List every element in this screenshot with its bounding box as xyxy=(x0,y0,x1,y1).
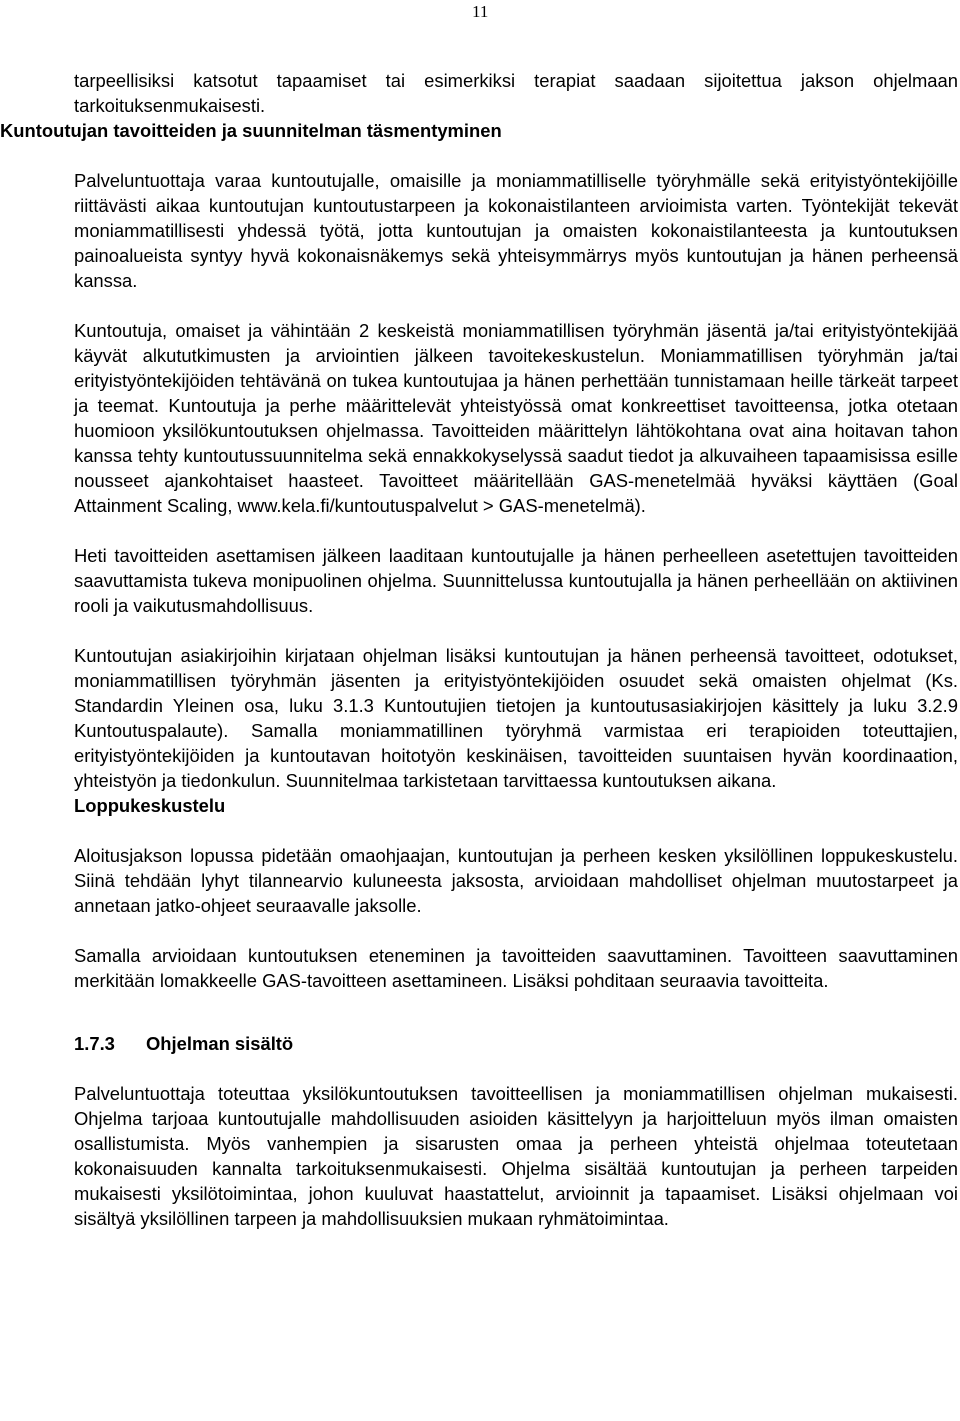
paragraph-section: Palveluntuottaja toteuttaa yksilökuntoutuksen tavoitteellisen ja moniammatillisen ohjelman mukaisesti. Ohjelma tarjoaa kuntoutujalle mahdollisuuden asioiden käsittelyyn ja harjoitteluun myös ilman omaisten osallistumista. Myös vanhempien ja sisarusten omaa ja perheen yhteistä ohjelmaa toteutetaan kokonaisuuden kannalta tarkoituksenmukaisesti. Ohjelma sisältää kuntoutujan ja perheen tarpeiden mukaisesti yksilötoimintaa, johon kuuluvat haastattelut, arvioinnit ja tapaamiset. Lisäksi ohjelmaan voi sisältyä yksilöllinen tarpeen ja mahdollisuuksien mukaan ryhmätoimintaa. xyxy=(74,1083,958,1229)
section-number: 1.7.3 xyxy=(74,1033,115,1054)
heading-goals: Kuntoutujan tavoitteiden ja suunnitelman täsmentyminen xyxy=(0,120,502,141)
section-heading xyxy=(74,1031,958,1056)
page-number: 11 xyxy=(472,2,489,21)
paragraph-goals-4: Kuntoutujan asiakirjoihin kirjataan ohjelman lisäksi kuntoutujan ja hänen perheensä tavoitteet, odotukset, moniammatillisen työryhmän jäsenten ja erityistyöntekijöiden osuudet sekä omaisten ohjelmat (Ks. Standardin Yleinen osa, luku 3.1.3 Kuntoutujien tietojen ja kuntoutusasiakirjojen käsittely ja luku 3.2.9 Kuntoutuspalaute). Samalla moniammatillinen työryhmä varmistaa eri terapioiden toteuttajien, erityistyöntekijöiden ja kuntoutavan hoitotyön keskinäisen, tavoitteiden suuntaisen hyvän koordinaation, yhteistyön ja tiedonkulun. Suunnitelmaa tarkistetaan tarvittaessa kuntoutuksen aikana. xyxy=(74,645,958,791)
paragraph-final-1: Aloitusjakson lopussa pidetään omaohjaajan, kuntoutujan ja perheen kesken yksilöllinen loppukeskustelu. Siinä tehdään lyhyt tilannearvio kuluneesta jaksosta, arvioidaan mahdolliset ohjelman muutostarpeet ja annetaan jatko-ohjeet seuraavalle jaksolle. xyxy=(74,845,958,916)
paragraph-final-2: Samalla arvioidaan kuntoutuksen eteneminen ja tavoitteiden saavuttaminen. Tavoitteen saavuttaminen merkitään lomakkeelle GAS-tavoitteen asettamineen. Lisäksi pohditaan seuraavia tavoitteita. xyxy=(74,945,958,991)
heading-final-discussion: Loppukeskustelu xyxy=(74,795,226,816)
paragraph-goals-3: Heti tavoitteiden asettamisen jälkeen laaditaan kuntoutujalle ja hänen perheelleen asetettujen tavoitteiden saavuttamista tukeva monipuolinen ohjelma. Suunnittelussa kuntoutujalla ja hänen perheellään on aktiivinen rooli ja vaikutusmahdollisuus. xyxy=(74,545,958,616)
section-title: Ohjelman sisältö xyxy=(146,1033,294,1054)
paragraph-goals-2: Kuntoutuja, omaiset ja vähintään 2 keskeistä moniammatillisen työryhmän jäsentä ja/tai erityistyöntekijää käyvät alkututkimusten ja arviointien jälkeen tavoitekeskustelun. Moniammatillisen työryhmän ja/tai erityistyöntekijöiden tehtävänä on tukea kuntoutujaa ja hänen perhettään tunnistamaan heille tärkeät tarpeet ja teemat. Kuntoutuja ja perhe määrittelevät yhteistyössä omat konkreettiset tavoitteensa, jotka otetaan huomioon yksilökuntoutuksen ohjelmassa. Tavoitteiden määrittelyn lähtökohtana ovat aina hoitavan tahon kanssa tehty kuntoutussuunnitelma sekä ennakkokyselyssä saadut tiedot ja alkuvaiheen tapaamisissa esille nousseet ajankohtaiset haasteet. Tavoitteet määritellään GAS-menetelmää hyväksi käyttäen (Goal Attainment Scaling, www.kela.fi/kuntoutuspalvelut > GAS-menetelmä). xyxy=(74,320,958,516)
intro-paragraph: tarpeellisiksi katsotut tapaamiset tai esimerkiksi terapiat saadaan sijoitettua jakson ohjelmaan tarkoituksenmukaisesti. xyxy=(74,70,958,116)
paragraph-goals-1: Palveluntuottaja varaa kuntoutujalle, omaisille ja moniammatilliselle työryhmälle sekä erityistyöntekijöille riittävästi aikaa kuntoutujan kuntoutustarpeen ja kokonaistilanteen arvioimista varten. Työntekijät tekevät moniammatillisesti yhdessä työtä, jotta kuntoutujan ja omaisten kokonaistilanteesta ja kuntoutuksen painoalueista syntyy hyvä kokonaisnäkemys sekä yhteisymmärrys myös kuntoutujan ja hänen perheensä kanssa. xyxy=(74,170,958,291)
document-body xyxy=(0,68,958,1231)
